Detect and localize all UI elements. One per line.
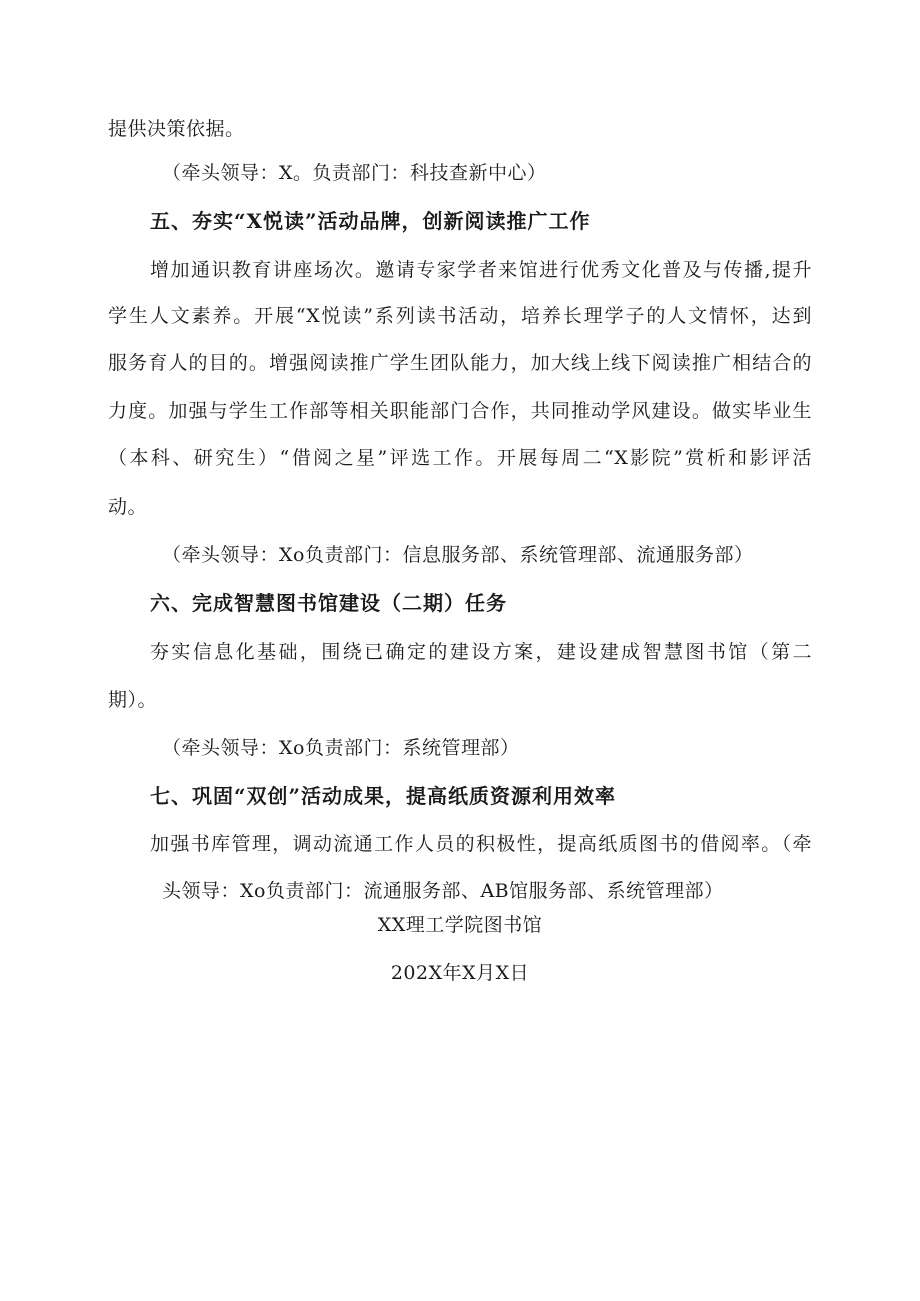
paragraph-line: 夯实信息化基础，围绕已确定的建设方案，建设建成智慧图书馆（第二 bbox=[150, 641, 812, 663]
responsibility-note: （牵头领导：Xo负责部门：系统管理部） bbox=[162, 737, 520, 759]
paragraph-line: 动。 bbox=[108, 496, 148, 518]
section-heading-5: 五、夯实“X悦读”活动品牌，创新阅读推广工作 bbox=[150, 209, 591, 233]
responsibility-note: （牵头领导：Xo负责部门：信息服务部、系统管理部、流通服务部） bbox=[162, 544, 754, 566]
responsibility-note: 头领导：Xo负责部门：流通服务部、AB馆服务部、系统管理部） bbox=[162, 880, 724, 902]
paragraph-line: 加强书库管理，调动流通工作人员的积极性，提高纸质图书的借阅率。（牵 bbox=[150, 833, 812, 855]
paragraph-line: （本科、研究生）“借阅之星”评选工作。开展每周二“X影院”赏析和影评活 bbox=[108, 447, 812, 469]
paragraph-line: 学生人文素养。开展“X悦读”系列读书活动，培养长理学子的人文情怀，达到 bbox=[108, 305, 812, 327]
paragraph-line: 增加通识教育讲座场次。邀请专家学者来馆进行优秀文化普及与传播,提升 bbox=[150, 259, 812, 281]
section-heading-6: 六、完成智慧图书馆建设（二期）任务 bbox=[150, 591, 507, 615]
paragraph-line: 力度。加强与学生工作部等相关职能部门合作，共同推动学风建设。做实毕业生 bbox=[108, 400, 812, 422]
signature-date: 202X年X月X日 bbox=[390, 962, 530, 984]
paragraph-line: 期）。 bbox=[108, 689, 158, 711]
paragraph-line: 提供决策依据。 bbox=[108, 118, 245, 140]
responsibility-note: （牵头领导：X。负责部门：科技查新中心） bbox=[162, 162, 547, 184]
paragraph-line: 服务育人的目的。增强阅读推广学生团队能力，加大线上线下阅读推广相结合的 bbox=[108, 352, 812, 374]
section-heading-7: 七、巩固“双创”活动成果，提高纸质资源利用效率 bbox=[150, 784, 617, 808]
signature-organization: XX理工学院图书馆 bbox=[377, 914, 543, 936]
